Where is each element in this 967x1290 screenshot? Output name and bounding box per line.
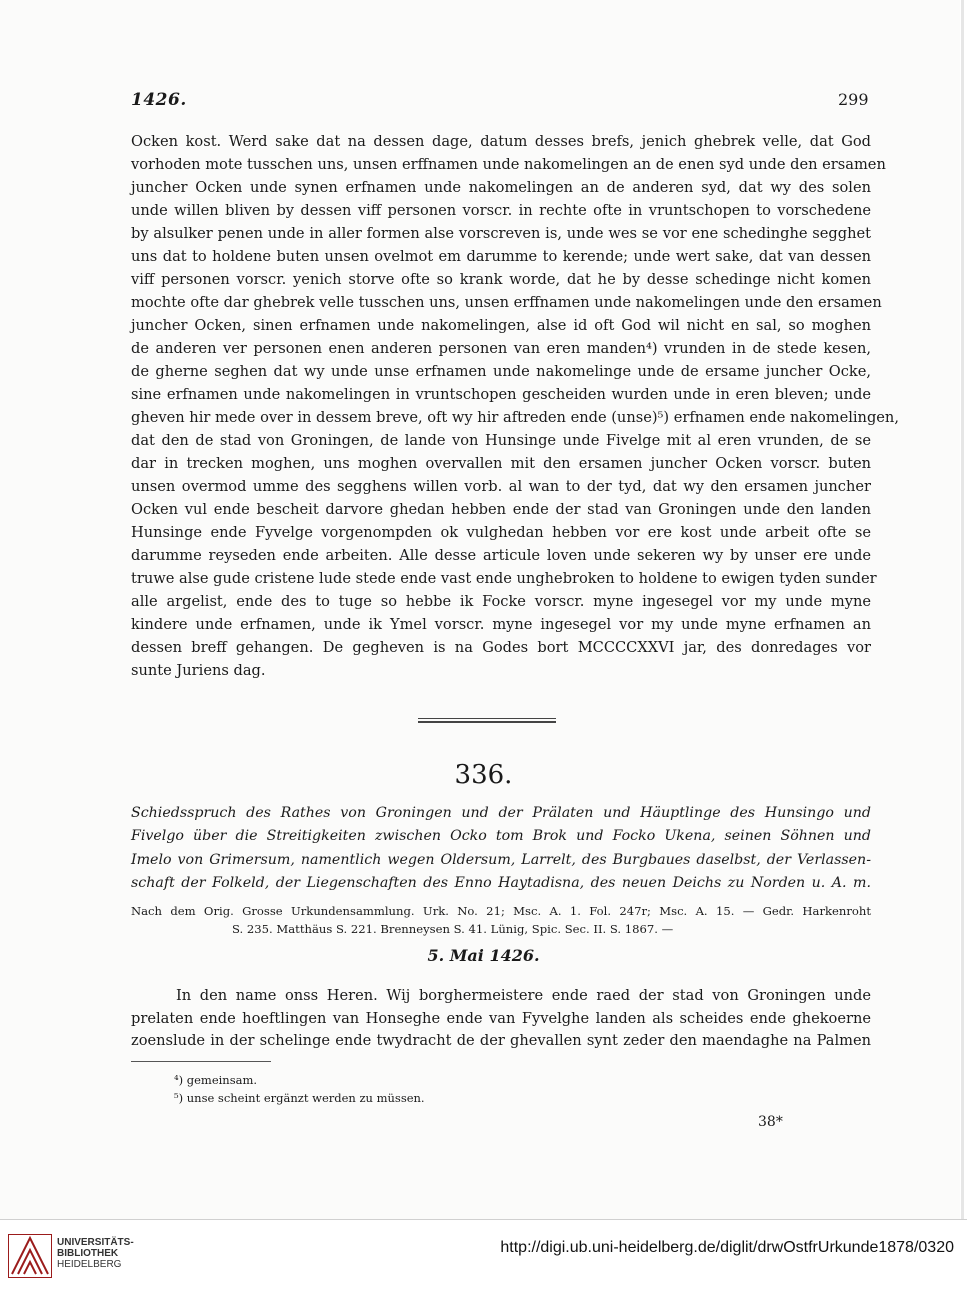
text-line: by alsulker penen unde in aller formen alse vorscreven is, unde wes se vor ene schedinghe segghet	[131, 225, 871, 242]
library-logo-icon	[8, 1234, 52, 1278]
summary-line: Fivelgo über die Streitigkeiten zwischen Ocko tom Brok und Focko Ukena, seinen Söhnen und	[131, 828, 871, 845]
text-line: Hunsinge ende Fyvelge vorgenompden ok vulghedan hebben vor ere kost unde arbeit ofte se	[131, 524, 871, 541]
source-url-link[interactable]: http://digi.ub.uni-heidelberg.de/diglit/drwOstfrUrkunde1878/0320	[500, 1239, 954, 1256]
text-line: de gherne seghen dat wy unde unse erfnamen unde nakomelinge unde de ersame juncher Ocke,	[131, 363, 871, 380]
summary-line: Schiedsspruch des Rathes von Groningen und der Prälaten und Häuptlinge des Hunsingo und	[131, 805, 871, 821]
document-text	[131, 985, 871, 1053]
text-line: mochte ofte dar ghebrek velle tusschen uns, unsen erffnamen unde nakomelingen unde den ersamen	[131, 294, 882, 311]
text-line: juncher Ocken, sinen erfnamen unde nakomelingen, alse id oft God wil nicht en sal, so moghen	[131, 317, 871, 334]
text-line: unsen overmod umme des segghens willen vorb. al wan to der tyd, dat wy den ersamen juncher	[131, 478, 871, 495]
page-edge	[961, 0, 964, 1219]
institution-line: HEIDELBERG	[57, 1259, 122, 1270]
text-line: viff personen vorscr. yenich storve ofte so krank worde, dat he by desse schedinge nicht komen	[131, 271, 871, 288]
footnote-divider	[131, 1061, 271, 1062]
institution-name	[57, 1237, 134, 1270]
text-line: Ocken vul ende bescheit darvore ghedan hebben ende der stad van Groningen unde den landen	[131, 501, 871, 518]
text-line: vorhoden mote tusschen uns, unsen erffnamen unde nakomelingen an de enen syd unde den ersamen	[131, 156, 886, 173]
source-reference	[131, 902, 871, 938]
document-date: 5. Mai 1426.	[427, 946, 540, 965]
section-divider	[418, 721, 556, 723]
summary-line: Imelo von Grimersum, namentlich wegen Oldersum, Larrelt, des Burgbaues daselbst, der Verlassen-	[131, 851, 871, 868]
source-line: Nach dem Orig. Grosse Urkundensammlung. Urk. No. 21; Msc. A. 1. Fol. 247r; Msc. A. 15. — Gedr. Harkenroht	[131, 904, 871, 918]
text-line: prelaten ende hoeftlingen van Honseghe ende van Fyvelghe landen als scheides ende ghekoerne	[131, 1009, 871, 1027]
footnote: ⁵) unse scheint ergänzt werden zu müssen.	[174, 1091, 425, 1105]
text-line: dat den de stad von Groningen, de lande von Hunsinge unde Fivelge mit al eren vrunden, de se	[131, 432, 871, 449]
text-line: dar in trecken moghen, uns moghen overvallen mit den ersamen juncher Ocken vorscr. buten	[131, 455, 871, 472]
text-line: zoenslude in der schelinge ende twydracht de der ghevallen synt zeder den maendaghe na Palmen	[131, 1032, 871, 1049]
text-line: dessen breff gehangen. De gegheven is na Godes bort MCCCCXXVI jar, des donredages vor	[131, 639, 871, 656]
institution-line: BIBLIOTHEK	[57, 1248, 119, 1259]
text-line: Ocken kost. Werd sake dat na dessen dage, datum desses brefs, jenich ghebrek velle, dat God	[131, 133, 871, 150]
text-line: de anderen ver personen enen anderen personen van eren manden⁴) vrunden in de stede kesen,	[131, 340, 871, 357]
document-text-continued	[131, 130, 899, 682]
source-line: S. 235. Matthäus S. 221. Brenneysen S. 41. Lünig, Spic. Sec. II. S. 1867. —	[232, 922, 674, 936]
text-line: unde willen bliven by dessen viff personen vorscr. in rechte ofte in vruntschopen to vorschedene	[131, 202, 871, 219]
summary-line: schaft der Folkeld, der Liegenschaften des Enno Haytadisna, des neuen Deichs zu Norden u. A. m.	[131, 874, 871, 891]
document-number: 336.	[454, 760, 513, 790]
document-summary	[131, 802, 871, 895]
text-line: darumme reyseden ende arbeiten. Alle desse articule loven unde sekeren wy by unser ere unde	[131, 547, 871, 564]
text-line: kindere unde erfnamen, unde ik Ymel vorscr. myne ingesegel vor my unde myne erfnamen an	[131, 616, 871, 633]
text-line: sine erfnamen unde nakomelingen in vruntschopen gescheiden wurden unde in eren bleven; unde	[131, 386, 871, 403]
text-line: gheven hir mede over in dessem breve, oft wy hir aftreden ende (unse)⁵) erfnamen ende nakomelingen,	[131, 409, 899, 426]
institution-line: UNIVERSITÄTS-	[57, 1237, 134, 1248]
section-divider	[418, 718, 556, 719]
running-header-year: 1426.	[131, 90, 187, 110]
printer-signature: 38*	[758, 1114, 783, 1130]
text-line: juncher Ocken unde synen erfnamen unde nakomelingen an de anderen syd, dat wy des solen	[131, 179, 871, 196]
library-footer	[0, 1219, 967, 1290]
footnote: ⁴) gemeinsam.	[174, 1073, 258, 1087]
text-line: truwe alse gude cristene lude stede ende vast ende unghebroken to holdene to ewigen tyden sunder	[131, 570, 877, 587]
footnotes	[174, 1071, 425, 1107]
text-line: sunte Juriens dag.	[131, 662, 266, 679]
text-line: alle argelist, ende des to tuge so hebbe ik Focke vorscr. myne ingesegel vor my unde myne	[131, 593, 871, 610]
page-number: 299	[838, 90, 869, 109]
text-line: In den name onss Heren. Wij borghermeistere ende raed der stad von Groningen unde	[176, 987, 871, 1004]
text-line: uns dat to holdene buten unsen ovelmot em darumme to kerende; unde wert sake, dat van dessen	[131, 248, 871, 265]
